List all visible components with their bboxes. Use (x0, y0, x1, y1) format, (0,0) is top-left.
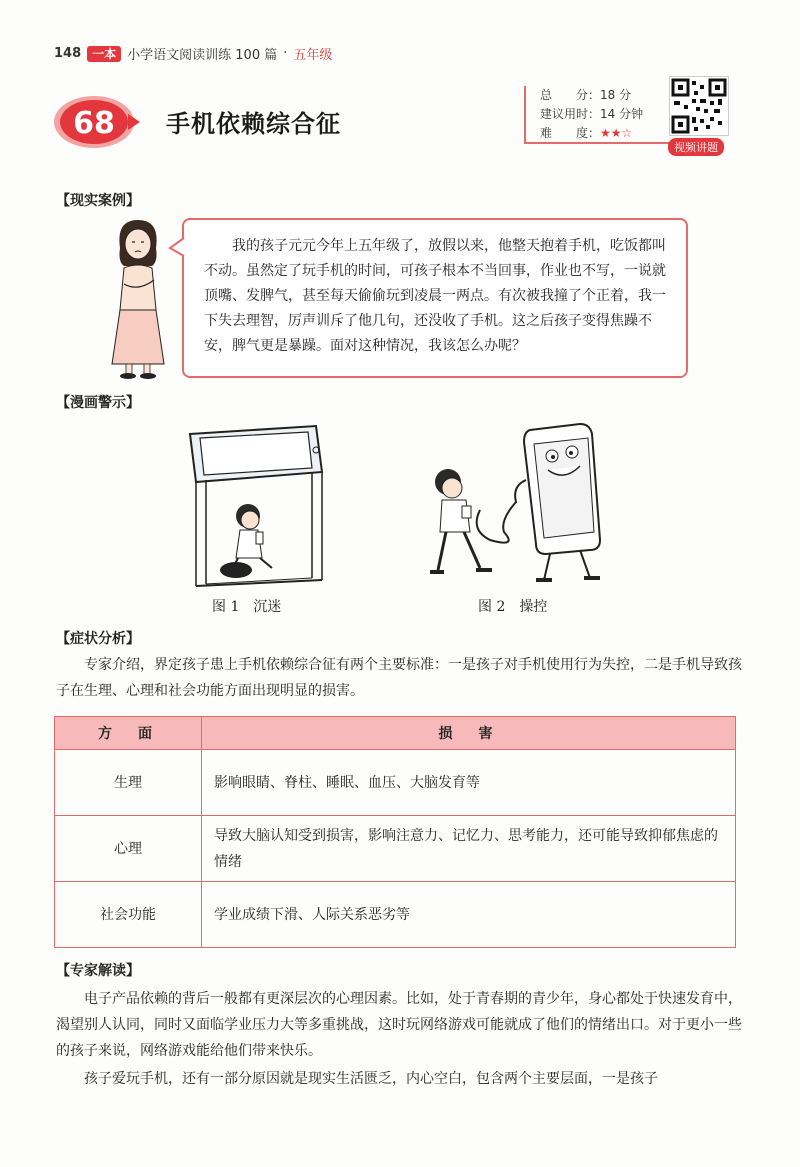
figure-1-caption: 图 1 沉迷 (212, 599, 282, 615)
table-cell-harm: 学业成绩下滑、人际关系恶劣等 (202, 882, 736, 948)
column-header-aspect: 方 面 (55, 717, 202, 750)
lesson-number-badge (52, 94, 142, 150)
table-cell-aspect: 生理 (55, 750, 202, 816)
harm-table (54, 716, 736, 948)
difficulty-label: 难 度： (540, 126, 601, 140)
qr-code[interactable] (669, 76, 729, 136)
mother-illustration (98, 214, 178, 382)
expert-paragraph-2: 孩子爱玩手机，还有一部分原因就是现实生活匮乏，内心空白，包含两个主要层面，一是孩子 (84, 1071, 658, 1087)
case-text: 我的孩子元元今年上五年级了，放假以来，他整天抱着手机，吃饭都叫不动。虽然定了玩手机的时间，可孩子根本不当回事，作业也不写，一说就顶嘴、发脾气，甚至每天偷偷玩到凌晨一两点。有次被我撞了个正着，我一下失去理智，厉声训斥了他几句，还没收了手机。这之后孩子变得焦躁不安，脾气更是暴躁。面对这种情况，我该怎么办呢？ (204, 238, 666, 354)
book-title: 小学语文阅读训练 100 篇 (127, 48, 278, 63)
figure-2-caption: 图 2 操控 (478, 599, 548, 615)
time-label: 建议用时： (540, 107, 601, 121)
bubble-tail (168, 236, 186, 258)
figure-2-control-illustration (420, 420, 610, 592)
brand-badge: 一本 (87, 46, 121, 62)
lesson-title: 手机依赖综合征 (166, 110, 341, 138)
table-row (55, 816, 736, 882)
table-cell-harm: 导致大脑认知受到损害，影响注意力、记忆力、思考能力，还可能导致抑郁焦虑的情绪 (202, 816, 736, 882)
table-header-row (55, 717, 736, 750)
section-expert-heading: 【专家解读】 (56, 963, 140, 979)
score-info-box (524, 86, 680, 144)
symptom-paragraph: 专家介绍，界定孩子患上手机依赖综合征有两个主要标准：一是孩子对手机使用行为失控，二是手机导致孩子在生理、心理和社会功能方面出现明显的损害。 (56, 657, 742, 699)
case-speech-bubble (182, 218, 688, 378)
table-cell-aspect: 心理 (55, 816, 202, 882)
column-header-harm: 损 害 (202, 717, 736, 750)
time-value: 14 分钟 (600, 107, 644, 121)
total-score-value: 18 分 (600, 88, 632, 102)
difficulty-stars: ★★☆ (600, 126, 633, 140)
section-symptom-heading: 【症状分析】 (56, 631, 140, 647)
title-dot: · (283, 46, 288, 61)
section-comic-heading: 【漫画警示】 (56, 395, 140, 411)
table-row (55, 750, 736, 816)
video-explanation-label[interactable]: 视频讲题 (668, 138, 724, 156)
page-header (54, 44, 332, 63)
figure-1-addiction-illustration (176, 420, 336, 592)
page-number: 148 (54, 46, 82, 61)
table-cell-aspect: 社会功能 (55, 882, 202, 948)
table-cell-harm: 影响眼睛、脊柱、睡眠、血压、大脑发育等 (202, 750, 736, 816)
section-case-heading: 【现实案例】 (56, 193, 140, 209)
lesson-number: 68 (73, 106, 115, 141)
expert-paragraph-1: 电子产品依赖的背后一般都有更深层次的心理因素。比如，处于青春期的青少年，身心都处于快速发育中，渴望别人认同，同时又面临学业压力大等多重挑战，这时玩网络游戏可能就成了他们的情绪出口。对于更小一些的孩子来说，网络游戏能给他们带来快乐。 (56, 991, 742, 1059)
table-row (55, 882, 736, 948)
grade-label: 五年级 (293, 48, 333, 63)
total-score-label: 总 分： (540, 88, 601, 102)
